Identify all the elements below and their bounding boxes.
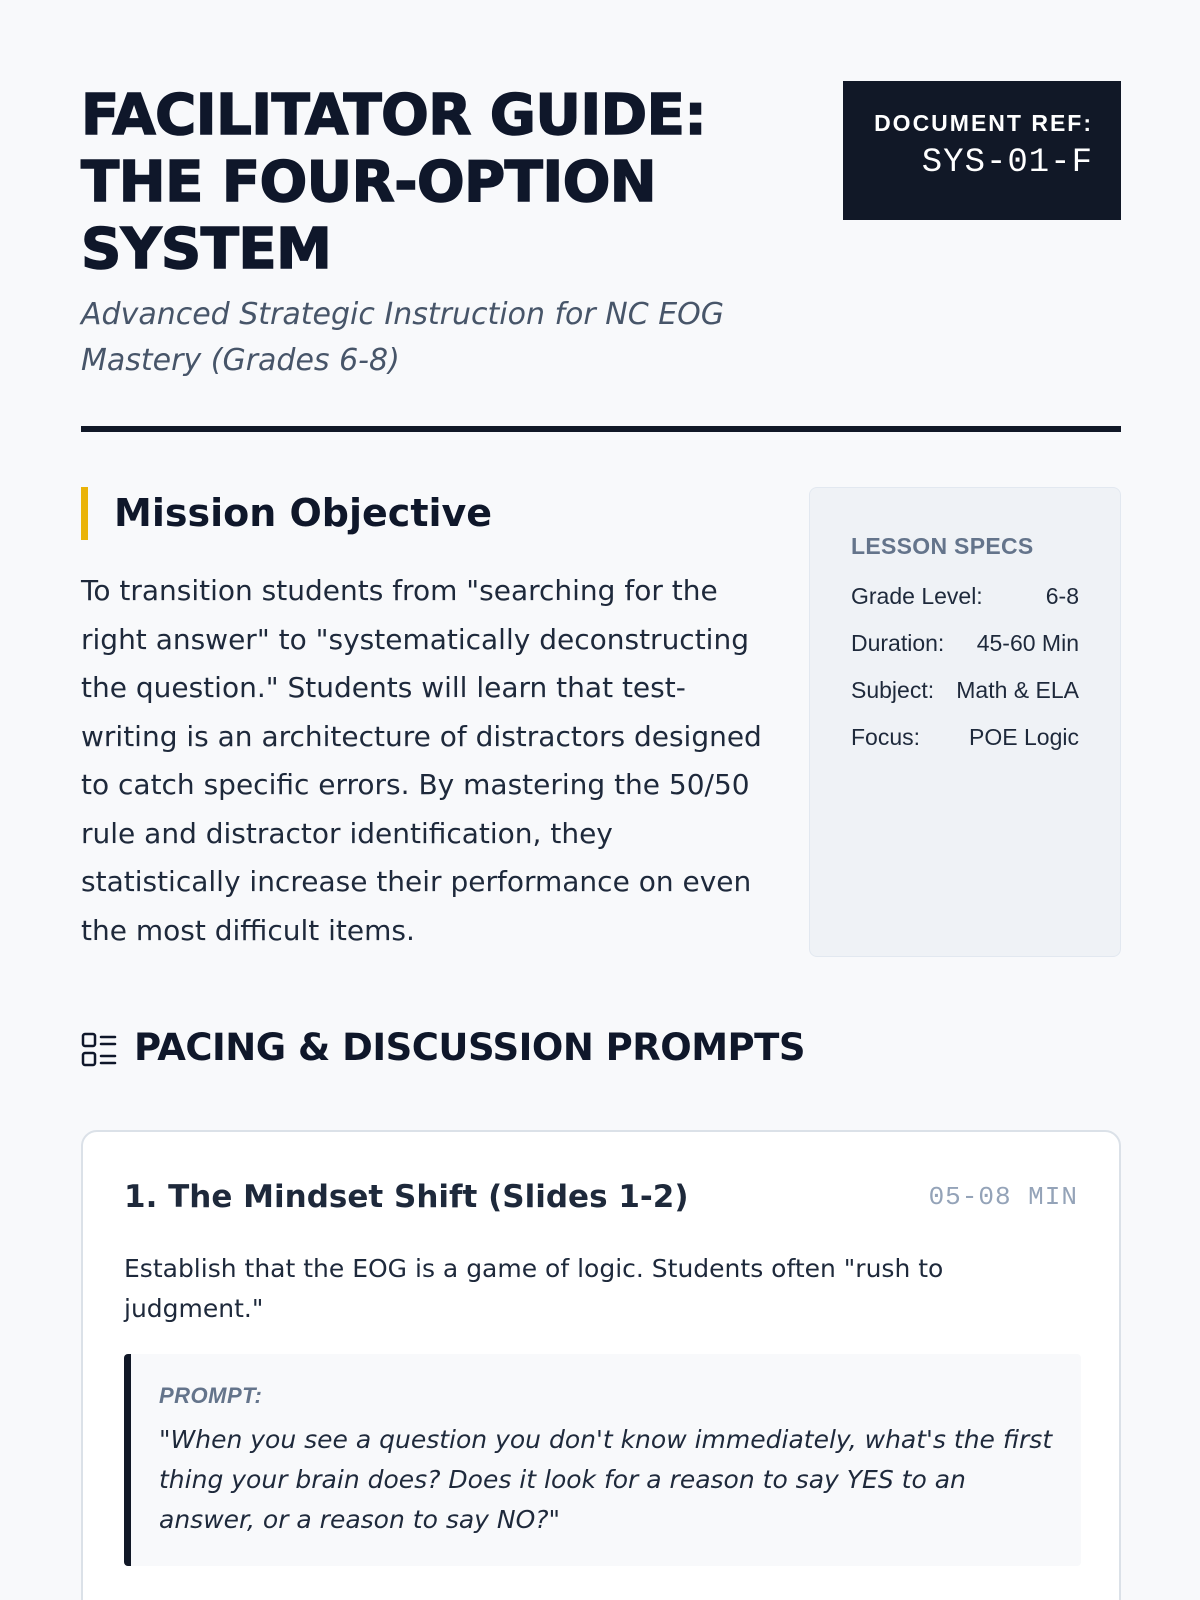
- header-divider: [81, 426, 1121, 432]
- prompt-text: "When you see a question you don't know immediately, what's the first thing your brain does? Does it look for a reason to say YES to an answer, or a reason to say NO?": [159, 1425, 1053, 1534]
- document-ref-value: SYS-01-F: [921, 144, 1093, 182]
- pacing-card-description: Establish that the EOG is a game of logic. Students often "rush to judgment.": [124, 1254, 944, 1323]
- spec-value: POE Logic: [969, 724, 1079, 750]
- spec-row-duration: [851, 629, 1079, 657]
- spec-value: 45-60 Min: [976, 630, 1079, 656]
- list-checklist-icon: [81, 1032, 117, 1068]
- prompt-callout: [124, 1354, 1081, 1566]
- document-ref-badge: [843, 81, 1121, 220]
- spec-label: Focus:: [851, 724, 921, 750]
- spec-row-focus: [851, 723, 1079, 751]
- spec-label: Grade Level:: [851, 583, 983, 609]
- pacing-card-title: 1. The Mindset Shift (Slides 1-2): [124, 1179, 689, 1215]
- spec-label: Subject:: [851, 677, 935, 703]
- page-title: FACILITATOR GUIDE: THE FOUR-OPTION SYSTEM: [81, 83, 707, 282]
- lesson-specs-title: LESSON SPECS: [851, 533, 1034, 559]
- mission-accent-bar: [81, 487, 88, 540]
- pacing-heading: PACING & DISCUSSION PROMPTS: [134, 1026, 806, 1069]
- page-subtitle: Advanced Strategic Instruction for NC EOG Mastery (Grades 6-8): [81, 297, 725, 378]
- pacing-card-time: 05-08 MIN: [928, 1182, 1078, 1212]
- prompt-label: PROMPT:: [159, 1383, 263, 1408]
- spec-value: 6-8: [1045, 583, 1079, 609]
- spec-row-subject: [851, 676, 1079, 704]
- mission-text: To transition students from "searching for the right answer" to "systematically deconstructing the question." Students will learn that test-writing is an architecture of distractors designed to catch specific errors. By mastering the 50/50 rule and distractor identification, they statistically increase their performance on even the most difficult items.: [81, 574, 762, 947]
- spec-label: Duration:: [851, 630, 945, 656]
- pacing-card: [81, 1130, 1121, 1600]
- facilitator-guide-page: [81, 0, 1121, 1600]
- lesson-specs-panel: [809, 487, 1121, 957]
- document-ref-label: DOCUMENT REF:: [874, 110, 1093, 136]
- spec-value: Math & ELA: [956, 677, 1079, 703]
- mission-heading: Mission Objective: [114, 491, 493, 535]
- spec-row-grade: [851, 582, 1079, 610]
